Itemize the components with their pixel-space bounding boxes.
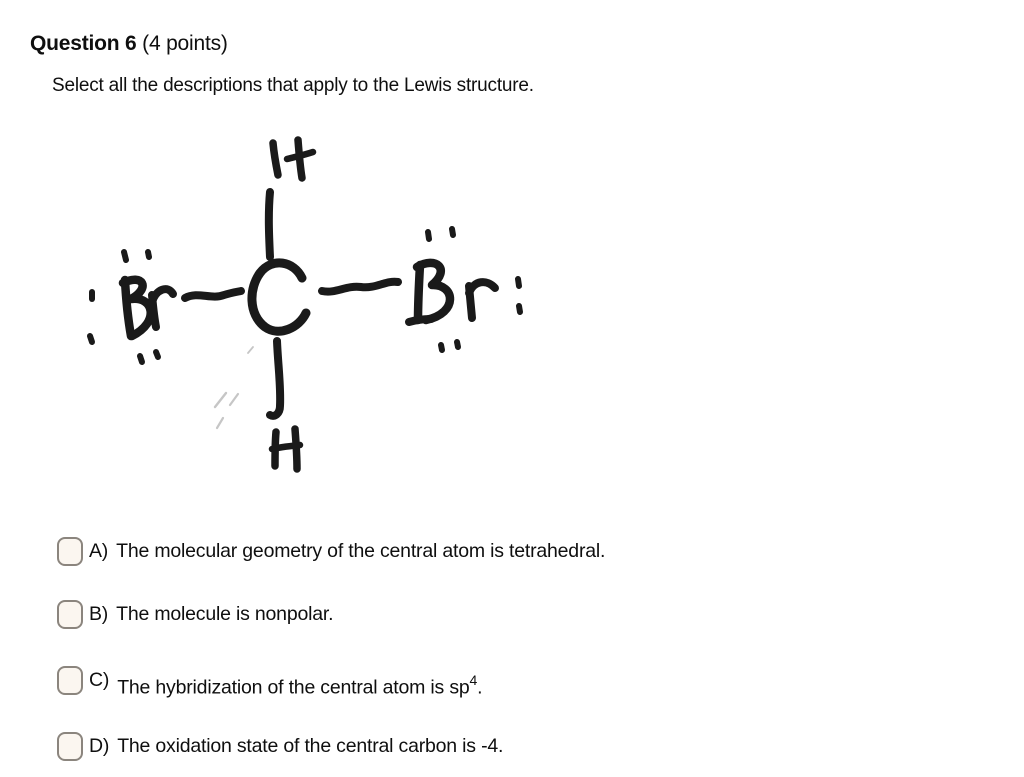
option-b-text: The molecule is nonpolar.	[116, 603, 334, 625]
lewis-structure-drawing	[80, 128, 540, 478]
option-row-d	[57, 732, 503, 761]
hydrogen-bottom-label	[272, 429, 300, 469]
option-row-b	[57, 600, 333, 629]
question-number: Question 6	[30, 32, 137, 55]
bromine-left-label	[123, 280, 173, 336]
option-b-checkbox[interactable]	[57, 600, 83, 629]
bromine-right-label	[409, 263, 495, 322]
option-d-checkbox[interactable]	[57, 732, 83, 761]
option-b-label: B)	[89, 603, 109, 625]
option-a-label: A)	[89, 540, 109, 562]
option-a-checkbox[interactable]	[57, 537, 83, 566]
option-row-a	[57, 537, 605, 566]
option-c-text	[117, 666, 482, 700]
option-c-checkbox[interactable]	[57, 666, 83, 695]
bond-c-h-top	[269, 192, 270, 257]
option-d-text: The oxidation state of the central carbon is -4.	[117, 735, 504, 757]
option-c-text-post: .	[477, 676, 483, 699]
option-row-c	[57, 666, 482, 700]
option-d-label: D)	[89, 735, 110, 757]
question-points: (4 points)	[136, 32, 228, 55]
carbon-label	[252, 263, 306, 331]
bond-c-br-left	[185, 291, 241, 298]
question-prompt: Select all the descriptions that apply to the Lewis structure.	[52, 75, 534, 96]
pencil-marks	[215, 347, 253, 428]
option-c-text-pre: The hybridization of the central atom is sp	[117, 676, 470, 699]
option-a-text: The molecular geometry of the central atom is tetrahedral.	[116, 540, 606, 562]
hydrogen-top-label	[273, 140, 313, 178]
option-c-label: C)	[89, 669, 110, 691]
bond-c-br-right	[322, 282, 398, 292]
bond-c-h-bottom	[270, 341, 280, 416]
option-c-superscript: 4	[469, 672, 478, 688]
question-header	[30, 31, 228, 57]
